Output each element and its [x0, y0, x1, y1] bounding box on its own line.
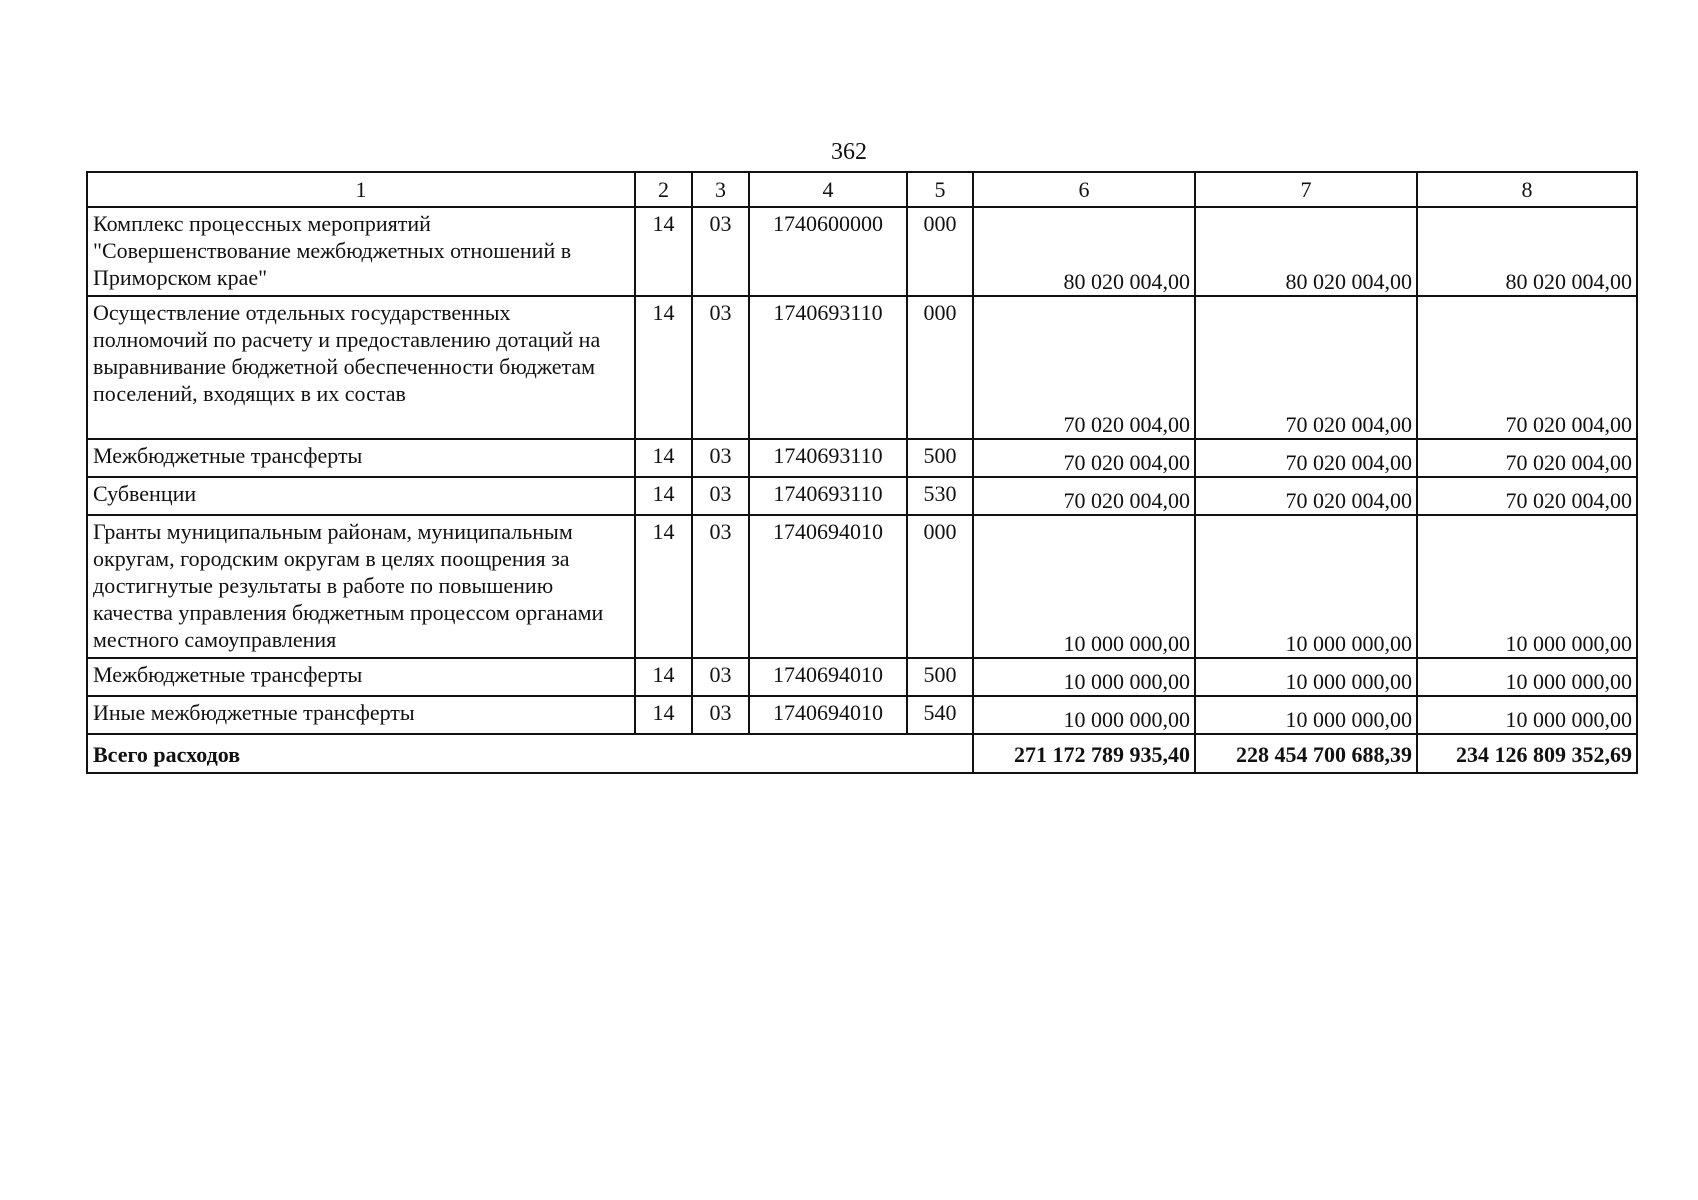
row-target-code: 1740693110 [749, 296, 907, 439]
row-amount-col6: 10 000 000,00 [973, 658, 1195, 696]
row-amount-col8: 70 020 004,00 [1417, 296, 1637, 439]
row-amount-col7: 70 020 004,00 [1195, 477, 1417, 515]
row-amount-col8: 70 020 004,00 [1417, 477, 1637, 515]
row-section-code: 14 [635, 477, 692, 515]
row-subsection-code: 03 [692, 207, 749, 296]
row-amount-col6: 70 020 004,00 [973, 477, 1195, 515]
table-row [87, 477, 1637, 515]
total-label: Всего расходов [87, 734, 973, 773]
row-name: Межбюджетные трансферты [87, 439, 635, 477]
row-amount-col6: 70 020 004,00 [973, 439, 1195, 477]
table-row [87, 296, 1637, 439]
row-section-code: 14 [635, 696, 692, 734]
row-amount-col8: 10 000 000,00 [1417, 658, 1637, 696]
row-amount-col6: 10 000 000,00 [973, 696, 1195, 734]
row-target-code: 1740600000 [749, 207, 907, 296]
column-header-1: 1 [87, 172, 635, 207]
column-header-7: 7 [1195, 172, 1417, 207]
table-row [87, 696, 1637, 734]
row-amount-col7: 10 000 000,00 [1195, 696, 1417, 734]
row-amount-col8: 10 000 000,00 [1417, 515, 1637, 658]
row-name: Гранты муниципальным районам, муниципальным округам, городским округам в целях поощрения за достигнутые результаты в работе по повышению качества управления бюджетным процессом органами местного самоуправления [87, 515, 635, 658]
row-amount-col8: 80 020 004,00 [1417, 207, 1637, 296]
row-name: Осуществление отдельных государственных полномочий по расчету и предоставлению дотаций на выравнивание бюджетной обеспеченности бюджетам поселений, входящих в их состав [87, 296, 635, 439]
table-row [87, 207, 1637, 296]
row-expense-type-code: 500 [907, 439, 973, 477]
row-target-code: 1740694010 [749, 515, 907, 658]
table-row [87, 515, 1637, 658]
row-expense-type-code: 000 [907, 515, 973, 658]
row-amount-col7: 80 020 004,00 [1195, 207, 1417, 296]
budget-table [86, 171, 1638, 774]
column-header-4: 4 [749, 172, 907, 207]
row-subsection-code: 03 [692, 515, 749, 658]
row-amount-col6: 10 000 000,00 [973, 515, 1195, 658]
row-expense-type-code: 530 [907, 477, 973, 515]
row-name: Субвенции [87, 477, 635, 515]
row-amount-col7: 70 020 004,00 [1195, 439, 1417, 477]
column-number-row [87, 172, 1637, 207]
row-target-code: 1740694010 [749, 658, 907, 696]
row-target-code: 1740694010 [749, 696, 907, 734]
total-amount-col6: 271 172 789 935,40 [973, 734, 1195, 773]
row-section-code: 14 [635, 207, 692, 296]
row-name: Межбюджетные трансферты [87, 658, 635, 696]
row-name: Иные межбюджетные трансферты [87, 696, 635, 734]
row-name: Комплекс процессных мероприятий "Совершенствование межбюджетных отношений в Приморском крае" [87, 207, 635, 296]
row-amount-col6: 80 020 004,00 [973, 207, 1195, 296]
row-expense-type-code: 000 [907, 296, 973, 439]
page-number: 362 [831, 139, 867, 165]
table-row [87, 658, 1637, 696]
column-header-8: 8 [1417, 172, 1637, 207]
column-header-5: 5 [907, 172, 973, 207]
column-header-3: 3 [692, 172, 749, 207]
column-header-6: 6 [973, 172, 1195, 207]
table-row [87, 439, 1637, 477]
row-expense-type-code: 540 [907, 696, 973, 734]
total-amount-col7: 228 454 700 688,39 [1195, 734, 1417, 773]
row-expense-type-code: 500 [907, 658, 973, 696]
row-subsection-code: 03 [692, 658, 749, 696]
row-amount-col8: 10 000 000,00 [1417, 696, 1637, 734]
row-section-code: 14 [635, 439, 692, 477]
row-subsection-code: 03 [692, 439, 749, 477]
row-target-code: 1740693110 [749, 439, 907, 477]
row-amount-col7: 10 000 000,00 [1195, 658, 1417, 696]
row-section-code: 14 [635, 296, 692, 439]
row-subsection-code: 03 [692, 296, 749, 439]
row-amount-col8: 70 020 004,00 [1417, 439, 1637, 477]
row-amount-col6: 70 020 004,00 [973, 296, 1195, 439]
total-amount-col8: 234 126 809 352,69 [1417, 734, 1637, 773]
total-row [87, 734, 1637, 773]
column-header-2: 2 [635, 172, 692, 207]
row-target-code: 1740693110 [749, 477, 907, 515]
row-section-code: 14 [635, 515, 692, 658]
row-amount-col7: 10 000 000,00 [1195, 515, 1417, 658]
row-section-code: 14 [635, 658, 692, 696]
row-expense-type-code: 000 [907, 207, 973, 296]
row-subsection-code: 03 [692, 477, 749, 515]
row-amount-col7: 70 020 004,00 [1195, 296, 1417, 439]
row-subsection-code: 03 [692, 696, 749, 734]
